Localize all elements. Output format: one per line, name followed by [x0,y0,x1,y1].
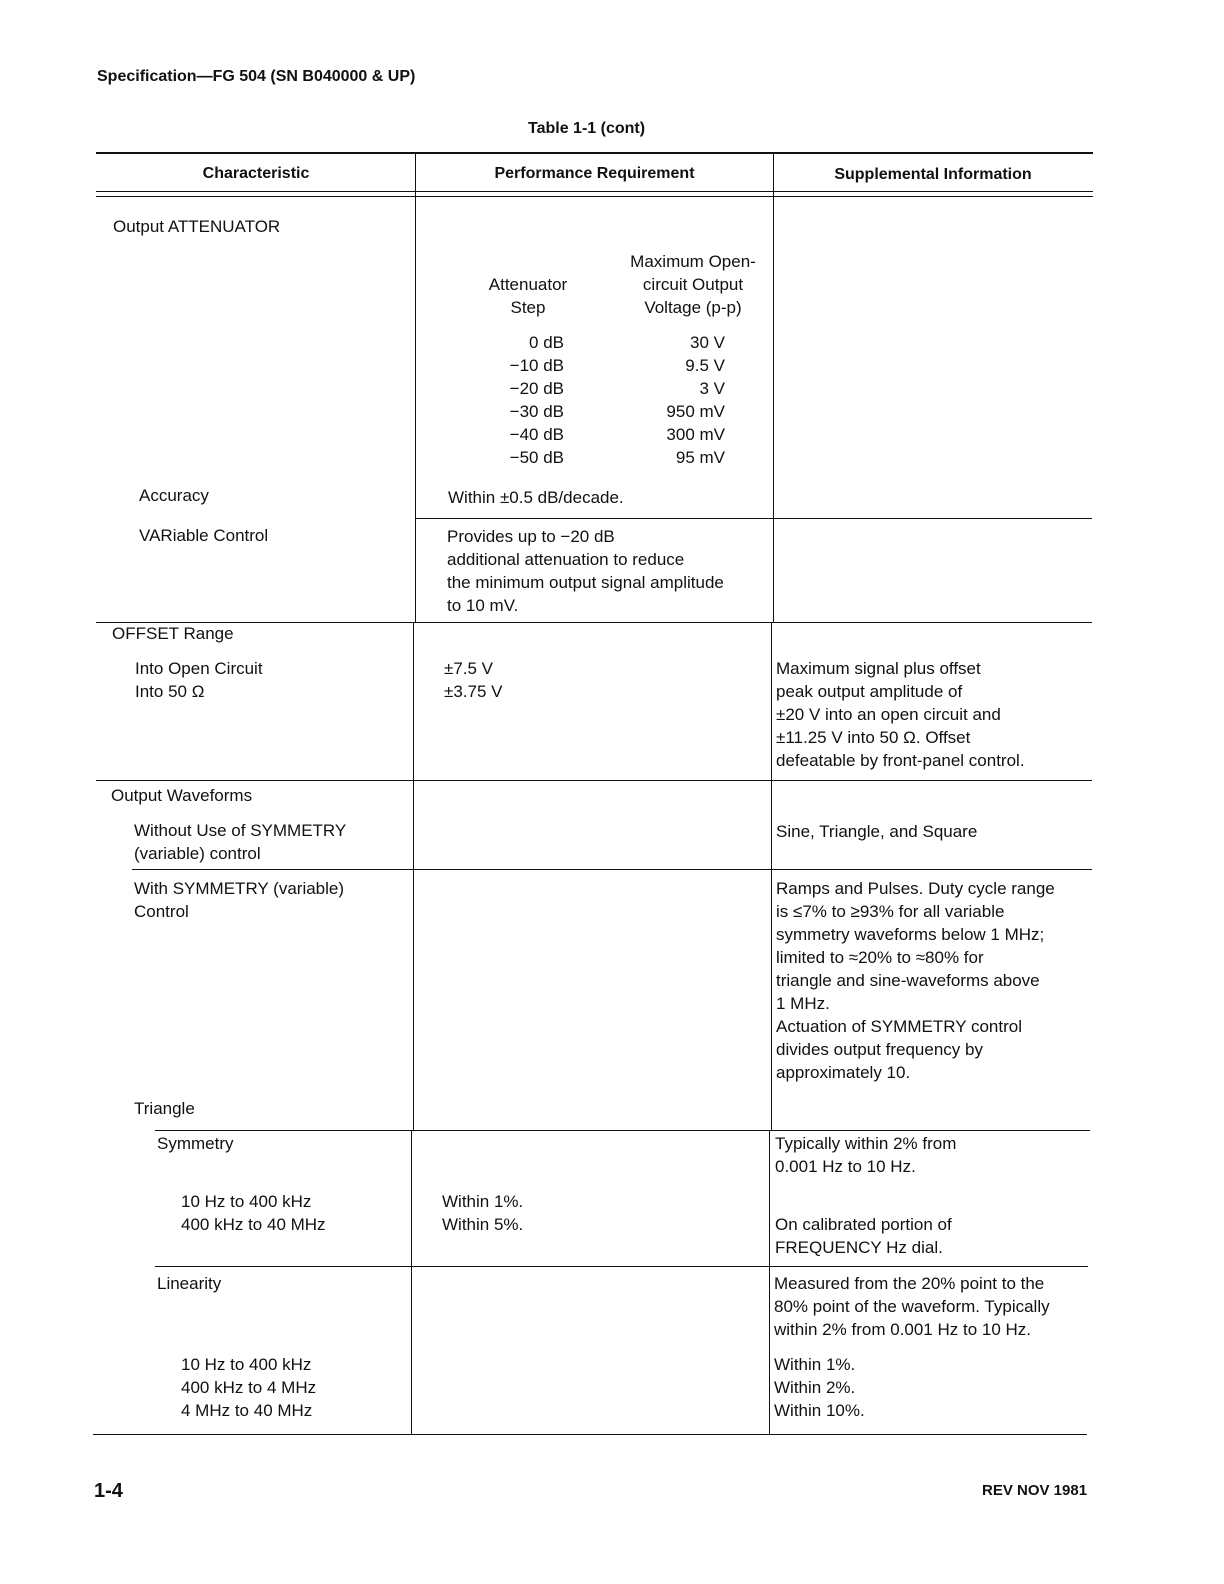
column-header-supplemental: Supplemental Information [834,166,1032,183]
page-number: 1-4 [94,1480,123,1502]
revision-label: REV NOV 1981 [982,1482,1088,1499]
attenuator-voltage: 300 mV [666,425,725,444]
table-top-rule [96,152,1093,154]
symmetry-range: 10 Hz to 400 kHz [181,1192,312,1211]
attenuator-col-voltage: Maximum Open- circuit Output Voltage (p-p) [630,252,756,317]
row-rule-linearity [155,1266,1088,1267]
symmetry-info-bottom: On calibrated portion of FREQUENCY Hz dial. [775,1215,952,1257]
column-header-characteristic: Characteristic [202,165,310,182]
col-divider-1b [413,622,414,1130]
symmetry-value: Within 5%. [442,1215,524,1234]
attenuator-voltage: 9.5 V [685,356,725,375]
linearity-value: Within 1%. [774,1355,856,1374]
symmetry-values [442,1190,523,1236]
with-symmetry-info: Ramps and Pulses. Duty cycle range is ≤7% to ≥93% for all variable symmetry waveforms below 1 MHz; limited to ≈20% to ≈80% for triangle and sine-waveforms above 1 MHz. Actuation of SYMMETRY control divides output frequency by approximately 10. [776,879,1055,1082]
accuracy-value: Within ±0.5 dB/decade. [448,488,624,507]
table-title: Table 1-1 (cont) [528,120,646,137]
attenuator-step-list [466,331,564,469]
symmetry-ranges [181,1190,326,1236]
attenuator-voltage: 950 mV [666,402,725,421]
attenuator-step: 0 dB [529,333,564,352]
with-symmetry-label: With SYMMETRY (variable) Control [134,879,345,921]
linearity-range: 4 MHz to 40 MHz [181,1401,313,1420]
offset-label: OFFSET Range [112,624,234,643]
linearity-info: Measured from the 20% point to the 80% point of the waveform. Typically within 2% from 0.001 Hz to 10 Hz. [774,1274,1050,1339]
header-rule-1 [96,191,1093,192]
column-header-performance: Performance Requirement [494,165,695,182]
attenuator-step: −40 dB [509,425,564,444]
row-rule-waveforms [96,780,1092,781]
col-divider-1a [415,152,416,622]
accuracy-label: Accuracy [139,486,209,505]
offset-fifty-value: ±3.75 V [444,682,503,701]
linearity-range: 10 Hz to 400 kHz [181,1355,312,1374]
attenuator-col-step: Attenuator Step [488,275,568,317]
attenuator-voltage: 3 V [699,379,725,398]
without-symmetry-label: Without Use of SYMMETRY (variable) control [134,821,347,863]
col-divider-1c [411,1130,412,1434]
attenuator-step: −50 dB [509,448,564,467]
symmetry-info-top: Typically within 2% from 0.001 Hz to 10 Hz. [775,1134,957,1176]
linearity-ranges [181,1353,316,1422]
triangle-label: Triangle [134,1099,195,1118]
linearity-value: Within 10%. [774,1401,865,1420]
linearity-range: 400 kHz to 4 MHz [181,1378,317,1397]
row-rule-variable [415,518,1092,519]
attenuator-voltage: 95 mV [675,448,725,467]
col-divider-2b [771,622,772,1130]
row-rule-offset [96,622,1092,623]
col-divider-2c [769,1130,770,1434]
symmetry-range: 400 kHz to 40 MHz [181,1215,326,1234]
variable-label: VARiable Control [139,526,269,545]
offset-open-label: Into Open Circuit [135,659,263,678]
header-rule-2 [96,196,1093,197]
attenuator-label: Output ATTENUATOR [113,217,281,236]
variable-requirement: Provides up to −20 dB additional attenuation to reduce the minimum output signal amplitude to 10 mV. [447,527,724,615]
attenuator-voltage-list [630,331,725,469]
without-symmetry-info: Sine, Triangle, and Square [776,822,978,841]
linearity-label: Linearity [157,1274,222,1293]
offset-info: Maximum signal plus offset peak output amplitude of ±20 V into an open circuit and ±11.25 V into 50 Ω. Offset defeatable by front-panel control. [776,659,1025,770]
linearity-value: Within 2%. [774,1378,856,1397]
attenuator-voltage: 30 V [690,333,725,352]
offset-open-value: ±7.5 V [444,659,494,678]
symmetry-label: Symmetry [157,1134,234,1153]
row-rule-symmetry [155,1130,1090,1131]
linearity-values [774,1353,865,1422]
attenuator-step: −10 dB [509,356,564,375]
row-rule-with-symmetry [132,869,1092,870]
col-divider-2a [773,152,774,622]
offset-fifty-label: Into 50 Ω [135,682,205,701]
attenuator-step: −30 dB [509,402,564,421]
attenuator-step: −20 dB [509,379,564,398]
waveforms-label: Output Waveforms [111,786,253,805]
table-bottom-rule [93,1434,1087,1435]
page-header: Specification—FG 504 (SN B040000 & UP) [97,68,416,85]
symmetry-value: Within 1%. [442,1192,524,1211]
